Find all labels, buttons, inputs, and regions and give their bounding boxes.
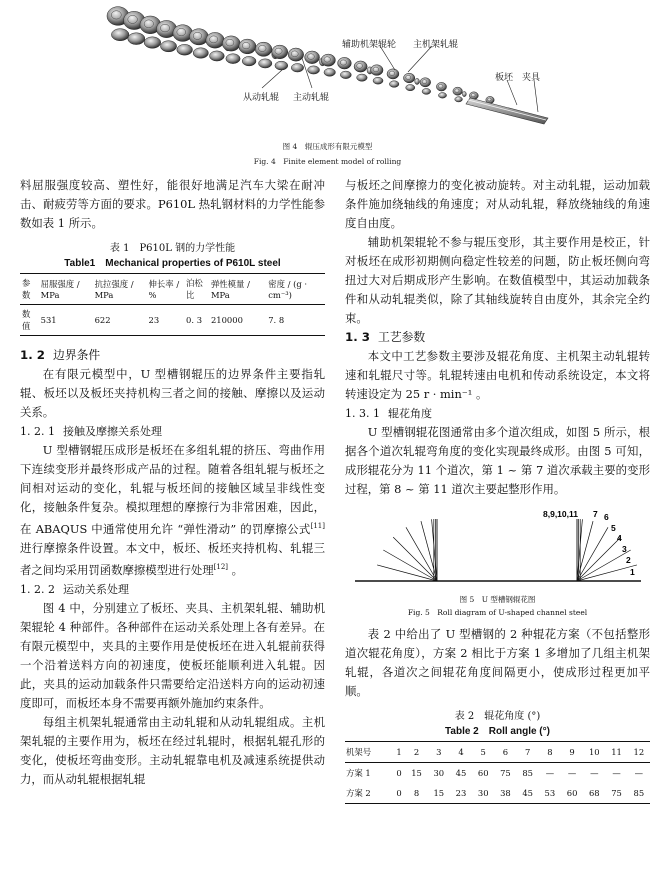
pass-line xyxy=(393,537,437,581)
table-1-header-cell: 伸长率 / % xyxy=(148,279,180,300)
table-2-header-cell: 8 xyxy=(547,747,553,757)
paragraph-text: 进行摩擦条件设置。本文中，板坯、板坯夹持机构、轧辊三者之间均采用罚函数摩擦模型进行处理 xyxy=(20,540,325,577)
pass-line xyxy=(577,550,631,581)
figure-5-caption-cn: 图 5 U 型槽钢辊花图 xyxy=(459,595,536,604)
section-1-2-1-paragraph xyxy=(20,441,325,580)
citation-12[interactable]: [12] xyxy=(213,562,229,571)
table-row xyxy=(345,783,650,804)
table-1-title-en: Table1 Mechanical properties of P610L steel xyxy=(64,258,281,269)
table-2-header-cell: 9 xyxy=(569,747,575,757)
pass-line xyxy=(383,550,437,581)
table-2-header-cell: 6 xyxy=(502,747,509,757)
table-cell: 622 xyxy=(94,315,111,325)
section-1-2-2-paragraph-1: 图 4 中，分别建立了板坯、夹具、主机架轧辊、辅助机架辊轮 4 种部件。各种部件在运动关系处理上各有差异。在有限元模型中，夹具的主要作用是使板坯在进入轧辊前获得一个沿着送料方向的初速度，使板坯能顺利进入轧辊。因此，夹具的运动加载条件只需要给定沿送料方向的运动初速度即可，而板坯本身不需要再额外施加约束条件。 xyxy=(20,600,325,710)
roll-flower-diagram xyxy=(345,505,650,593)
billet-strip xyxy=(466,98,548,124)
roll-stand xyxy=(371,65,384,84)
right-column xyxy=(345,176,650,804)
roll-stand xyxy=(288,48,303,72)
aux-roll-paragraph: 辅助机架辊轮不参与辊压变形，其主要作用是校正，针对板坯在成形初期侧向稳定性较差的问题，防止板坯侧向弯扭过大对后期成形产生影响。在数值模型中，其运动加载条件和从动轧辊类似，除了其轴线旋转自由度外，其余完全约束。 xyxy=(345,235,650,325)
fe-model-illustration xyxy=(0,0,655,140)
section-number: 1. 2 xyxy=(20,348,46,362)
table-2-title-cn: 表 2 辊花角度 (°) xyxy=(454,711,541,722)
table-cell: 75 xyxy=(611,788,622,798)
paragraph-text: 。 xyxy=(228,562,244,577)
table-cell: 23 xyxy=(148,315,160,325)
table-cell: 方案 2 xyxy=(346,788,371,798)
roll-stand xyxy=(420,78,431,95)
section-title: 接触及摩擦关系处理 xyxy=(62,425,162,438)
table-1-title-cn: 表 1 P610L 钢的力学性能 xyxy=(109,243,236,254)
pass-line xyxy=(577,537,621,581)
table-cell: 38 xyxy=(500,788,511,798)
table-1-header-cell: 参数 xyxy=(22,278,31,300)
section-number: 1. 2. 1 xyxy=(20,425,55,438)
table-cell: 45 xyxy=(522,788,533,798)
figure-4-caption-en: Fig. 4 Finite element model of rolling xyxy=(253,157,402,166)
pass-labels xyxy=(543,509,635,577)
table-2-header-row xyxy=(345,742,650,763)
table-cell: 85 xyxy=(633,788,645,798)
table-cell: 7. 8 xyxy=(268,315,285,325)
section-number: 1. 2. 2 xyxy=(20,582,55,596)
table-2-header-cell: 12 xyxy=(633,747,645,757)
roll-stand xyxy=(403,73,419,91)
section-1-3-1-paragraph: U 型槽钢辊花图通常由多个道次组成，如图 5 所示，根据各个道次轧辊弯角度的变化实现最终成形。由图 5 可知，成形辊花分为 11 个道次，第 1 ~ 第 7 道次承载主要的变形过程，第 8 ~ 第 11 道次主要起整形作用。 xyxy=(345,425,650,496)
figure-4-caption-cn: 图 4 辊压成形有限元模型 xyxy=(282,142,373,151)
label-driven-roll: 从动轧辊 xyxy=(243,93,280,103)
roll-stand xyxy=(387,69,399,87)
pass-line xyxy=(577,527,608,581)
section-1-2-2-paragraph-2: 每组主机架轧辊通常由主动轧辊和从动轧辊组成。主机架轧辊的主要作用为，板坯在经过轧辊时，根据轧辊孔形的变化，使板坯弯曲变形。主动轧辊靠电机及减速系统提供动力，而从动轧辊根据轧辊 xyxy=(20,714,325,786)
table-cell: 53 xyxy=(544,788,556,798)
left-flange-fan xyxy=(375,519,437,581)
roll-stand xyxy=(173,25,193,55)
table-cell: 75 xyxy=(500,768,511,778)
table-cell: 68 xyxy=(588,788,600,798)
roll-stand xyxy=(338,57,352,78)
label-driving-roll: 主动轧辊 xyxy=(293,93,330,103)
roll-stand xyxy=(436,82,446,98)
table-cell: — xyxy=(545,768,555,778)
table-cell: 30 xyxy=(477,788,489,798)
table-2-intro-paragraph: 表 2 中给出了 U 型槽钢的 2 种辊花方案（不包括整形道次辊花角度），方案 2 相比于方案 1 多增加了几组主机架轧辊，各道次之间辊花角度间隔更小，使成形过程更加平顺。 xyxy=(345,627,650,698)
label-billet: 板坯 xyxy=(495,73,514,83)
table-2-header-cell: 5 xyxy=(480,747,486,757)
table-2-header-cell: 2 xyxy=(413,747,420,757)
table-cell: 210000 xyxy=(210,315,243,325)
table-row xyxy=(20,305,325,336)
table-2-header-cell: 1 xyxy=(396,747,402,757)
table-cell: 23 xyxy=(455,788,467,798)
figure-5 xyxy=(345,505,650,593)
table-cell: 15 xyxy=(411,768,422,778)
table-cell: — xyxy=(590,768,599,778)
intro-paragraph: 料屈服强度较高、塑性好，能很好地满足汽车大梁在耐冲击、耐疲劳等方面的要求。P610L 热轧钢材料的力学性能参数如表 1 所示。 xyxy=(20,178,325,230)
table-row xyxy=(345,763,650,784)
pass-label: 8,9,10,11 xyxy=(543,509,578,519)
roll-stand xyxy=(453,87,466,102)
roll-stand xyxy=(222,36,240,64)
pass-line xyxy=(377,565,437,581)
roll-stand xyxy=(239,39,256,66)
table-cell: 60 xyxy=(566,788,578,798)
figure-5-caption-en: Fig. 5 Roll diagram of U-shaped channel steel xyxy=(407,608,588,617)
table-2-header-cell: 机架号 xyxy=(346,747,372,757)
table-cell: 8 xyxy=(413,788,420,798)
table-2-header-cell: 7 xyxy=(524,747,531,757)
section-1-2-2-heading xyxy=(20,580,325,599)
table-cell: 30 xyxy=(433,768,445,778)
section-1-2-1-heading xyxy=(20,422,325,441)
pass-label: 2 xyxy=(626,555,631,565)
table-cell: 60 xyxy=(477,768,489,778)
table-cell: 45 xyxy=(455,768,467,778)
table-cell: 0 xyxy=(396,768,402,778)
table-cell: — xyxy=(634,768,643,778)
table-1-header-cell: 泊松比 xyxy=(186,278,203,300)
table-cell: 方案 1 xyxy=(346,768,371,778)
pass-label: 6 xyxy=(604,512,609,522)
pass-label: 1 xyxy=(630,567,635,577)
section-title: 辊花角度 xyxy=(387,407,432,420)
table-cell: 0 xyxy=(396,788,402,798)
label-main-roll: 主机架轧辊 xyxy=(413,40,459,50)
section-1-2-paragraph: 在有限元模型中，U 型槽钢辊压的边界条件主要指轧辊、板坯以及板坯夹持机构三者之间的接触、摩擦以及运动关系。 xyxy=(20,367,325,419)
label-aux-roll: 辅助机架辊轮 xyxy=(342,40,397,50)
roll-stand xyxy=(189,29,208,59)
table-2-header-cell: 10 xyxy=(588,747,600,757)
table-1-header-cell: 弹性模量 / MPa xyxy=(210,279,250,300)
table-cell: 0. 3 xyxy=(186,315,203,325)
section-title: 边界条件 xyxy=(53,348,101,362)
section-number: 1. 3 xyxy=(345,330,371,344)
section-title: 工艺参数 xyxy=(378,330,426,344)
table-1-header-cell: 密度 / (g · cm⁻³) xyxy=(268,279,308,300)
section-1-3-paragraph: 本文中工艺参数主要涉及辊花角度、主机架主动轧辊转速和轧辊尺寸等。轧辊转速由电机和传动系统设定，本文将转速设定为 25 r · min⁻¹ 。 xyxy=(345,349,650,401)
table-cell: 531 xyxy=(40,315,57,325)
table-2-title-en: Table 2 Roll angle (°) xyxy=(445,726,550,737)
section-1-2-heading xyxy=(20,346,325,365)
table-1 xyxy=(20,273,325,336)
pass-label: 3 xyxy=(622,544,627,554)
pass-label: 4 xyxy=(617,533,622,543)
table-2-header-cell: 3 xyxy=(436,747,442,757)
label-clamp: 夹具 xyxy=(522,73,541,83)
section-number: 1. 3. 1 xyxy=(345,407,380,420)
table-cell: 数值 xyxy=(22,309,31,331)
table-1-header-cell: 屈服强度 / MPa xyxy=(40,279,80,300)
table-1-header-row xyxy=(20,274,325,305)
section-1-3-1-heading xyxy=(345,404,650,423)
table-1-header-cell: 抗拉强度 / MPa xyxy=(94,279,134,300)
table-cell: — xyxy=(612,768,621,778)
section-1-3-heading xyxy=(345,328,650,347)
left-column xyxy=(20,176,325,789)
pass-line xyxy=(577,565,637,581)
section-title: 运动关系处理 xyxy=(62,582,129,596)
table-cell: 15 xyxy=(433,788,445,798)
table-2-header-cell: 4 xyxy=(458,747,464,757)
pass-line xyxy=(406,527,437,581)
paragraph-text: U 型槽钢辊压成形是板坯在多组轧辊的挤压、弯曲作用下连续变形并最终形成产品的过程。随着各组轧辊与板坯之间相对运动的变化，轧辊与板坯间的接触区域呈非线性变化，接触条件复杂。模拟理想的摩擦行为非常困难，因此，在 ABAQUS 中通常使用允许 “弹性滑动” 的罚摩擦公式 xyxy=(20,443,325,536)
citation-11[interactable]: [11] xyxy=(310,522,325,530)
table-cell: — xyxy=(567,768,577,778)
continued-paragraph: 与板坯之间摩擦力的变化被动旋转。对主动轧辊，运动加载条件施加绕轴线的角速度；对从动轧辊，释放绕轴线的角速度自由度。 xyxy=(345,178,650,230)
table-cell: 85 xyxy=(522,768,533,778)
pass-label: 5 xyxy=(611,523,616,533)
table-2 xyxy=(345,741,650,804)
figure-4 xyxy=(0,0,655,140)
table-2-header-cell: 11 xyxy=(611,747,622,757)
roll-stand xyxy=(354,61,372,81)
pass-label: 7 xyxy=(593,509,598,519)
